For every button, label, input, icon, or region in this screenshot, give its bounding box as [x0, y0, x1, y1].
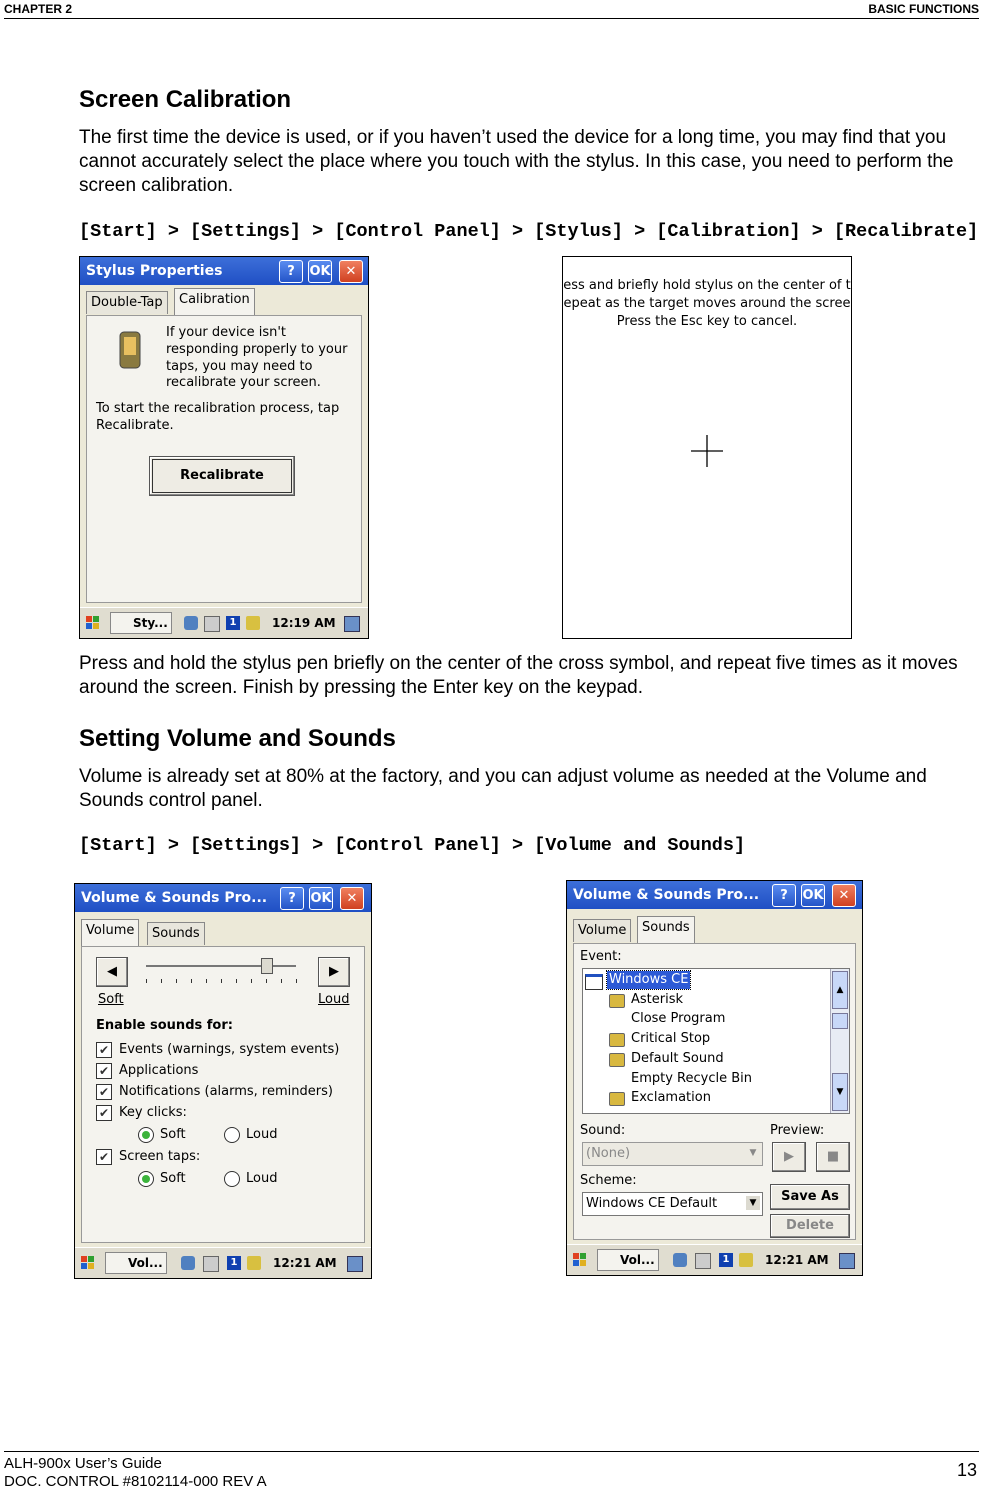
volume-tab-screenshot [74, 883, 372, 1279]
windows-start-icon[interactable] [81, 1256, 95, 1270]
doc-control: DOC. CONTROL #8102114-000 REV A [4, 1473, 267, 1490]
calibration-target-screenshot [562, 256, 852, 639]
tab-double-tap[interactable]: Double-Tap [86, 291, 168, 314]
event-label-text: Critical Stop [631, 1031, 711, 1047]
msg-line: If your device isn't [166, 325, 287, 340]
radio-key-loud[interactable] [224, 1127, 240, 1143]
radio-tap-loud[interactable] [224, 1171, 240, 1187]
sounds-tab-screenshot [566, 880, 863, 1276]
msg-line: To start the recalibration process, tap [96, 401, 340, 416]
event-label-text: Windows CE [609, 972, 689, 987]
input-badge[interactable]: 1 [226, 616, 240, 630]
instruction-line: Press the Esc key to cancel. [616, 314, 798, 329]
sounds-panel [573, 943, 856, 1240]
chevron-down-icon: ▼ [746, 1196, 760, 1210]
scheme-select[interactable] [582, 1192, 763, 1216]
taskbar-app-button[interactable]: Vol... [105, 1252, 167, 1274]
chevron-down-icon: ▼ [749, 1148, 757, 1158]
keyboard-icon[interactable] [695, 1253, 711, 1269]
checkbox-label: Events (warnings, system events) [119, 1042, 340, 1057]
speaker-icon [609, 1053, 625, 1067]
calibration-instructions: Press and hold the stylus pen briefly on the center of the cross symbol, and repeat five times as it moves around the screen. Finish by pressing the Enter key on the keypad. [79, 653, 958, 698]
power-plug-icon[interactable] [246, 616, 260, 630]
keyboard-icon[interactable] [204, 616, 220, 632]
ok-button[interactable]: OK [308, 260, 332, 283]
volume-intro: Volume is already set at 80% at the factory, and you can adjust volume as needed at the Volume and Sounds control panel. [79, 766, 927, 811]
checkbox-key-clicks[interactable]: ✔ [96, 1105, 112, 1121]
window-title: Volume & Sounds Pro... [81, 890, 268, 906]
title-bar [75, 884, 371, 912]
event-label: Event: [580, 949, 622, 964]
volume-panel [81, 946, 365, 1243]
help-button[interactable]: ? [772, 884, 796, 907]
radio-label: Soft [160, 1171, 186, 1186]
radio-label: Soft [160, 1127, 186, 1142]
taskbar-clock: 12:21 AM [765, 1253, 829, 1267]
preview-stop-button[interactable]: ■ [816, 1142, 850, 1172]
input-badge[interactable]: 1 [227, 1256, 241, 1270]
msg-line: taps, you may need to [166, 359, 313, 374]
speaker-icon [609, 1033, 625, 1047]
event-label-text: Asterisk [631, 991, 684, 1007]
msg-line: responding properly to your [166, 342, 348, 357]
msg-line: recalibrate your screen. [166, 375, 321, 390]
soft-label: Soft [98, 992, 124, 1007]
calibration-intro: The first time the device is used, or if you haven’t used the device for a long time, you may find that you cannot accurately select the place where you touch with the stylus. In this case, you need to perform the screen calibration. [79, 127, 954, 196]
title-bar [80, 257, 368, 285]
preview-play-button[interactable]: ▶ [772, 1142, 806, 1172]
volume-slider-thumb[interactable] [261, 958, 273, 974]
tab-volume[interactable]: Volume [573, 919, 631, 942]
taskbar [75, 1247, 371, 1278]
radio-key-soft[interactable] [138, 1127, 154, 1143]
checkbox-label: Screen taps: [119, 1149, 201, 1164]
speaker-icon [609, 1092, 625, 1106]
volume-up-button[interactable]: ▶ [318, 957, 350, 987]
event-label-text: Default Sound [631, 1050, 724, 1066]
volume-ticks [146, 979, 298, 983]
event-list[interactable] [582, 968, 850, 1114]
sound-select-value: (None) [586, 1146, 631, 1161]
msg-line: Recalibrate. [96, 418, 174, 433]
window-icon [585, 974, 603, 990]
windows-start-icon[interactable] [573, 1253, 587, 1267]
scheme-select-value: Windows CE Default [586, 1196, 718, 1211]
help-button[interactable]: ? [280, 887, 304, 910]
radio-tap-soft[interactable] [138, 1171, 154, 1187]
taskbar-app-button[interactable]: Sty... [110, 612, 172, 634]
scheme-label: Scheme: [580, 1173, 637, 1188]
page-number: 13 [956, 1460, 977, 1480]
input-badge[interactable]: 1 [719, 1253, 733, 1267]
tab-volume[interactable]: Volume [81, 919, 139, 946]
event-label-text: Exclamation [631, 1090, 711, 1106]
checkbox-applications[interactable]: ✔ [96, 1063, 112, 1079]
windows-start-icon[interactable] [86, 616, 100, 630]
section-title-calibration: Screen Calibration [79, 86, 292, 113]
speaker-icon [609, 994, 625, 1008]
instruction-line: epeat as the target moves around the scree [563, 296, 851, 311]
scroll-thumb[interactable] [832, 1013, 848, 1029]
section-label: BASIC FUNCTIONS [868, 2, 979, 16]
close-button[interactable]: ✕ [340, 887, 364, 910]
taskbar-app-button[interactable]: Vol... [597, 1249, 659, 1271]
enable-sounds-heading: Enable sounds for: [96, 1018, 233, 1033]
window-title: Stylus Properties [86, 263, 223, 279]
crosshair-target-icon[interactable] [690, 434, 724, 468]
checkbox-notifications[interactable]: ✔ [96, 1084, 112, 1100]
volume-slider[interactable] [146, 965, 296, 967]
save-as-button[interactable]: Save As [770, 1184, 850, 1210]
tab-sounds[interactable]: Sounds [147, 922, 205, 945]
event-label-text: Close Program [631, 1011, 726, 1027]
sound-label: Sound: [580, 1123, 626, 1138]
radio-label: Loud [246, 1171, 278, 1186]
keyboard-icon[interactable] [203, 1256, 219, 1272]
tab-calibration[interactable]: Calibration [174, 288, 255, 315]
volume-down-button[interactable]: ◀ [96, 957, 128, 987]
network-icon[interactable] [184, 616, 198, 630]
window-title: Volume & Sounds Pro... [573, 887, 760, 903]
preview-label: Preview: [770, 1123, 825, 1138]
scroll-up-button[interactable]: ▲ [832, 971, 848, 1009]
guide-title: ALH-900x User’s Guide [4, 1455, 162, 1472]
event-label-text: Empty Recycle Bin [631, 1070, 752, 1086]
volume-path: [Start] > [Settings] > [Control Panel] > [Volume and Sounds] [79, 835, 746, 856]
title-bar [567, 881, 862, 909]
delete-button[interactable]: Delete [770, 1214, 850, 1238]
loud-label: Loud [318, 992, 350, 1007]
help-button[interactable]: ? [279, 260, 303, 283]
page-header [4, 0, 979, 19]
power-plug-icon[interactable] [739, 1253, 753, 1267]
radio-label: Loud [246, 1127, 278, 1142]
recalibrate-button[interactable]: Recalibrate [149, 456, 295, 496]
checkbox-screen-taps[interactable]: ✔ [96, 1149, 112, 1165]
calibration-path: [Start] > [Settings] > [Control Panel] > [Stylus] > [Calibration] > [Recalibrate] [79, 221, 979, 242]
checkbox-events[interactable]: ✔ [96, 1042, 112, 1058]
ok-button[interactable]: OK [309, 887, 333, 910]
taskbar-clock: 12:21 AM [273, 1256, 337, 1270]
event-list-scrollbar[interactable] [830, 969, 849, 1113]
ok-button[interactable]: OK [801, 884, 825, 907]
instruction-line: ess and briefly hold stylus on the center of t [563, 278, 851, 293]
network-icon[interactable] [181, 1256, 195, 1270]
sound-select[interactable] [582, 1142, 763, 1166]
checkbox-label: Applications [119, 1063, 199, 1078]
close-button[interactable]: ✕ [832, 884, 856, 907]
stylus-properties-screenshot [79, 256, 369, 639]
desktop-icon[interactable] [839, 1253, 855, 1269]
desktop-icon[interactable] [344, 616, 360, 632]
power-plug-icon[interactable] [247, 1256, 261, 1270]
page-footer [4, 1451, 979, 1491]
desktop-icon[interactable] [347, 1256, 363, 1272]
checkbox-label: Key clicks: [119, 1105, 187, 1120]
device-icon [117, 330, 143, 370]
close-button[interactable]: ✕ [339, 260, 363, 283]
tab-sounds[interactable]: Sounds [637, 916, 695, 943]
checkbox-label: Notifications (alarms, reminders) [119, 1084, 333, 1099]
taskbar [80, 607, 368, 638]
taskbar-clock: 12:19 AM [272, 616, 336, 630]
scroll-down-button[interactable]: ▼ [832, 1073, 848, 1111]
taskbar [567, 1244, 862, 1275]
network-icon[interactable] [673, 1253, 687, 1267]
chapter-label: CHAPTER 2 [4, 2, 73, 16]
section-title-volume: Setting Volume and Sounds [79, 725, 396, 752]
calibration-panel [86, 315, 362, 603]
